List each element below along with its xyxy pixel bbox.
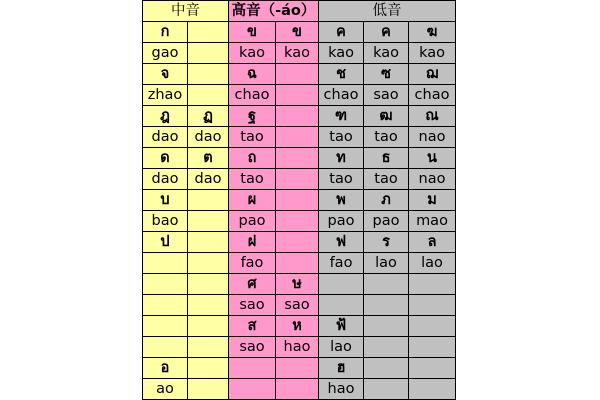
romanization-cell: sao [276, 295, 319, 316]
romanization-cell: lao [409, 253, 456, 274]
romanization-cell [276, 211, 319, 232]
romanization-cell: dao [143, 127, 188, 148]
thai-letter-cell: ม [409, 190, 456, 211]
header-high-class: 高音（-áo） [229, 1, 319, 22]
thai-letter-cell: จ [143, 64, 188, 85]
thai-letter-cell: ฆ [409, 22, 456, 43]
romanization-cell: pao [319, 211, 364, 232]
thai-letter-cell: ฝ [229, 232, 276, 253]
romanization-cell: gao [143, 43, 188, 64]
romanization-cell: chao [229, 85, 276, 106]
romanization-cell: hao [276, 337, 319, 358]
romanization-cell [319, 295, 364, 316]
romanization-cell: chao [319, 85, 364, 106]
thai-letter-cell [364, 274, 409, 295]
romanization-cell: tao [319, 127, 364, 148]
romanization-cell: tao [364, 169, 409, 190]
thai-letter-cell [276, 190, 319, 211]
romanization-cell: dao [143, 169, 188, 190]
thai-letter-cell [276, 232, 319, 253]
romanization-cell: dao [188, 127, 229, 148]
romanization-cell: kao [276, 43, 319, 64]
thai-letter-cell: บ [143, 190, 188, 211]
romanization-cell [188, 379, 229, 400]
romanization-cell [364, 379, 409, 400]
romanization-row [143, 295, 456, 316]
romanization-cell [229, 379, 276, 400]
thai-letter-cell: ศ [229, 274, 276, 295]
romanization-cell [364, 337, 409, 358]
thai-letter-cell [188, 22, 229, 43]
thai-letter-row [143, 316, 456, 337]
thai-letter-row [143, 148, 456, 169]
thai-letter-cell: ป [143, 232, 188, 253]
thai-letter-row [143, 232, 456, 253]
thai-letter-cell [188, 358, 229, 379]
thai-letter-cell: อ [143, 358, 188, 379]
romanization-cell: sao [364, 85, 409, 106]
romanization-cell [188, 85, 229, 106]
romanization-cell: kao [229, 43, 276, 64]
romanization-cell: fao [229, 253, 276, 274]
romanization-row [143, 337, 456, 358]
romanization-cell: zhao [143, 85, 188, 106]
thai-letter-cell [188, 274, 229, 295]
thai-letter-cell: ซ [364, 64, 409, 85]
thai-letter-cell [276, 358, 319, 379]
thai-letter-row [143, 64, 456, 85]
romanization-cell [188, 337, 229, 358]
romanization-cell: hao [319, 379, 364, 400]
romanization-cell [276, 127, 319, 148]
romanization-cell: tao [229, 169, 276, 190]
thai-letter-cell: ฑ [319, 106, 364, 127]
romanization-cell: tao [229, 127, 276, 148]
thai-letter-cell [143, 316, 188, 337]
romanization-cell [364, 295, 409, 316]
romanization-row [143, 127, 456, 148]
romanization-cell [276, 169, 319, 190]
thai-letter-cell: ร [364, 232, 409, 253]
thai-letter-cell: ฎ [143, 106, 188, 127]
romanization-cell: pao [364, 211, 409, 232]
thai-letter-cell: ธ [364, 148, 409, 169]
thai-letter-row [143, 274, 456, 295]
thai-letter-cell [276, 64, 319, 85]
thai-letter-cell: น [409, 148, 456, 169]
thai-letter-cell [276, 106, 319, 127]
thai-letter-row [143, 358, 456, 379]
thai-letter-cell: ถ [229, 148, 276, 169]
thai-letter-cell [409, 274, 456, 295]
romanization-cell [276, 379, 319, 400]
thai-letter-cell: ฟ [319, 232, 364, 253]
romanization-cell [143, 253, 188, 274]
romanization-cell: chao [409, 85, 456, 106]
thai-letter-cell [188, 232, 229, 253]
thai-letter-cell: ข [229, 22, 276, 43]
thai-letter-cell [409, 358, 456, 379]
thai-letter-cell [188, 64, 229, 85]
romanization-cell: dao [188, 169, 229, 190]
romanization-row [143, 169, 456, 190]
romanization-row [143, 85, 456, 106]
thai-letter-cell [364, 358, 409, 379]
thai-letter-cell: ฒ [364, 106, 409, 127]
header-mid-class: 中音 [143, 1, 229, 22]
thai-letter-cell: ษ [276, 274, 319, 295]
thai-letter-cell: ฉ [229, 64, 276, 85]
thai-letter-cell: พ [319, 190, 364, 211]
thai-letter-cell [364, 316, 409, 337]
thai-letter-cell: ข [276, 22, 319, 43]
romanization-cell: nao [409, 169, 456, 190]
header-low-class: 低音 [319, 1, 456, 22]
romanization-row [143, 211, 456, 232]
thai-letter-cell [276, 148, 319, 169]
romanization-cell: sao [229, 295, 276, 316]
thai-letter-cell: ช [319, 64, 364, 85]
romanization-cell: kao [319, 43, 364, 64]
thai-letter-cell [188, 316, 229, 337]
thai-letter-cell: ค [364, 22, 409, 43]
romanization-cell [188, 211, 229, 232]
thai-letter-cell: ล [409, 232, 456, 253]
romanization-cell: tao [364, 127, 409, 148]
romanization-cell: kao [409, 43, 456, 64]
romanization-cell [409, 295, 456, 316]
thai-letter-cell: ท [319, 148, 364, 169]
thai-letter-cell [188, 190, 229, 211]
romanization-cell: pao [229, 211, 276, 232]
thai-letter-row [143, 106, 456, 127]
romanization-cell [276, 85, 319, 106]
romanization-cell: lao [319, 337, 364, 358]
romanization-cell [188, 43, 229, 64]
romanization-row [143, 379, 456, 400]
romanization-cell [143, 295, 188, 316]
thai-letter-cell: ต [188, 148, 229, 169]
thai-letter-cell: ก [143, 22, 188, 43]
thai-letter-cell [229, 358, 276, 379]
thai-letter-cell: ฮ [319, 358, 364, 379]
romanization-cell [188, 253, 229, 274]
thai-letter-cell: ด [143, 148, 188, 169]
romanization-cell: lao [364, 253, 409, 274]
thai-letter-cell: ผ [229, 190, 276, 211]
romanization-cell [409, 379, 456, 400]
romanization-row [143, 253, 456, 274]
romanization-row [143, 43, 456, 64]
romanization-cell: tao [319, 169, 364, 190]
consonant-table [142, 0, 456, 400]
thai-letter-cell: ค [319, 22, 364, 43]
romanization-cell: nao [409, 127, 456, 148]
romanization-cell: bao [143, 211, 188, 232]
thai-letter-row [143, 22, 456, 43]
thai-letter-cell: ฟ้ [319, 316, 364, 337]
thai-letter-cell: ฐ [229, 106, 276, 127]
romanization-cell [143, 337, 188, 358]
romanization-cell: sao [229, 337, 276, 358]
thai-letter-cell [143, 274, 188, 295]
romanization-cell [276, 253, 319, 274]
thai-letter-cell: ณ [409, 106, 456, 127]
romanization-cell [188, 295, 229, 316]
thai-letter-cell [409, 316, 456, 337]
thai-letter-cell: ห [276, 316, 319, 337]
thai-letter-cell: ภ [364, 190, 409, 211]
romanization-cell: ao [143, 379, 188, 400]
romanization-cell: kao [364, 43, 409, 64]
romanization-cell [409, 337, 456, 358]
romanization-cell: fao [319, 253, 364, 274]
thai-letter-cell: ฌ [409, 64, 456, 85]
thai-letter-row [143, 190, 456, 211]
header-row [143, 1, 456, 22]
thai-letter-cell [319, 274, 364, 295]
thai-letter-cell: ฏ [188, 106, 229, 127]
romanization-cell: mao [409, 211, 456, 232]
thai-letter-cell: ส [229, 316, 276, 337]
